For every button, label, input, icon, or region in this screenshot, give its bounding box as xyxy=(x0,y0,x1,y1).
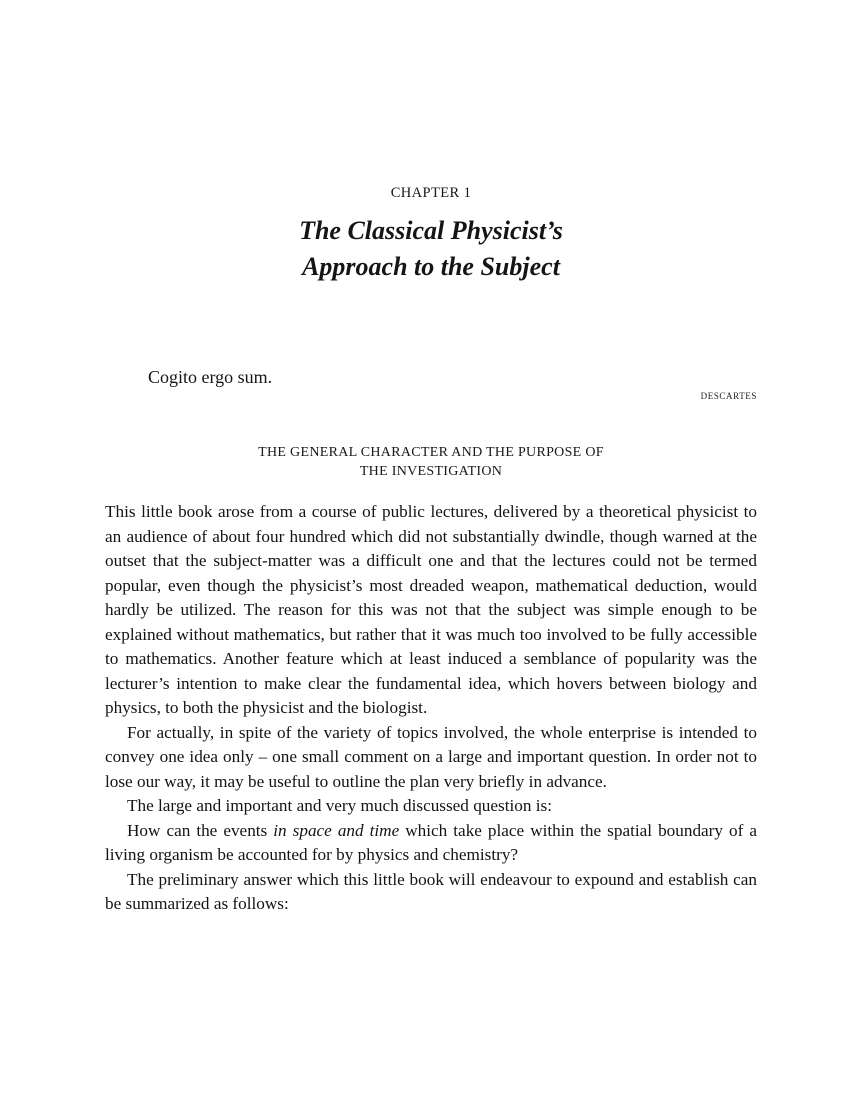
italic-phrase: in space and time xyxy=(273,820,400,840)
section-heading xyxy=(0,444,862,481)
chapter-title-line-2: Approach to the Subject xyxy=(302,252,560,281)
text-segment: The preliminary answer which this little book will endeavour to expound and establish can be summarized as follows: xyxy=(105,869,757,913)
paragraph xyxy=(105,721,757,795)
paragraph xyxy=(105,868,757,917)
chapter-label: CHAPTER 1 xyxy=(390,185,472,201)
text-segment: The large and important and very much discussed question is: xyxy=(127,796,552,815)
body-text xyxy=(105,500,757,917)
text-segment: How can the events xyxy=(127,820,274,840)
paragraph xyxy=(105,819,757,868)
text-segment: which take place within the spatial boundary of a living organism be accounted for by physics and chemistry? xyxy=(105,820,757,864)
section-heading-line-2: THE INVESTIGATION xyxy=(359,463,503,479)
text-segment: This little book arose from a course of public lectures, delivered by a theoretical physicist to an audience of about four hundred which did not substantially dwindle, though warned at the outset that the subject-matter was a difficult one and that the lectures could not be termed popular, even though the physicist’s most dreaded weapon, mathematical deduction, would hardly be utilized. The reason for this was not that the subject was simple enough to be explained without mathematics, but rather that it was much too involved to be fully accessible to mathematics. Another feature which at least induced a semblance of popularity was the lecturer’s intention to make clear the fundamental idea, which hovers between biology and physics, to both the physicist and the biologist. xyxy=(105,502,757,717)
chapter-title-line-1: The Classical Physicist’s xyxy=(299,216,563,245)
text-segment: For actually, in spite of the variety of topics involved, the whole enterprise is intended to convey one idea only – one small comment on a large and important question. In order not to lose our way, it may be useful to outline the plan very briefly in advance. xyxy=(105,722,757,791)
paragraph xyxy=(105,794,757,819)
paragraph xyxy=(105,500,757,721)
chapter-title xyxy=(0,213,862,285)
epigraph-quote: Cogito ergo sum. xyxy=(148,367,273,387)
epigraph-attribution: DESCARTES xyxy=(700,391,757,401)
section-heading-line-1: THE GENERAL CHARACTER AND THE PURPOSE OF xyxy=(258,445,604,460)
